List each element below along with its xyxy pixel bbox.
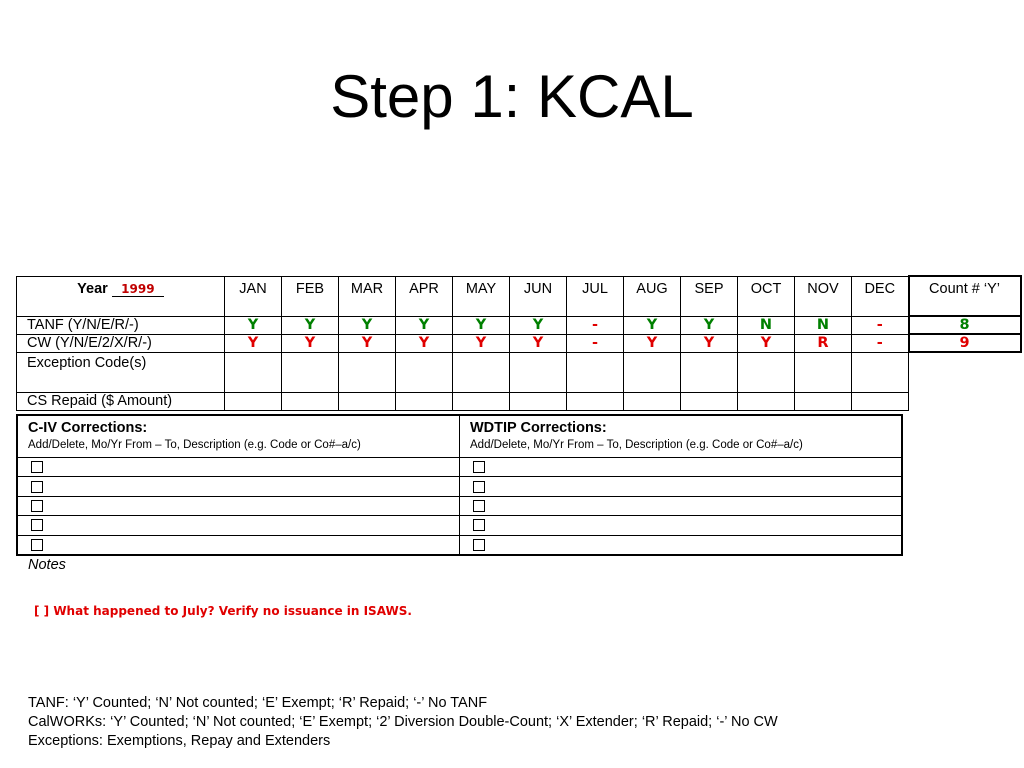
month-cell[interactable] <box>396 352 453 392</box>
month-header: AUG <box>624 276 681 316</box>
month-cell[interactable] <box>624 352 681 392</box>
month-header: APR <box>396 276 453 316</box>
checkbox[interactable] <box>31 481 43 493</box>
correction-row <box>460 458 901 477</box>
month-value[interactable]: - <box>567 316 624 334</box>
exception-row <box>17 352 1021 392</box>
month-value[interactable]: N <box>738 316 795 334</box>
month-value[interactable]: Y <box>510 334 567 352</box>
year-value[interactable]: 1999 <box>112 282 164 297</box>
cw-count[interactable]: 9 <box>909 334 1021 352</box>
month-cell[interactable] <box>510 392 567 410</box>
month-value[interactable]: - <box>852 316 909 334</box>
month-value[interactable]: Y <box>396 334 453 352</box>
legend <box>28 694 778 751</box>
month-cell[interactable] <box>225 352 282 392</box>
tanf-row <box>17 316 1021 334</box>
month-header: MAY <box>453 276 510 316</box>
month-cell[interactable] <box>738 392 795 410</box>
month-value[interactable]: Y <box>396 316 453 334</box>
month-cell[interactable] <box>852 392 909 410</box>
row-label: Exception Code(s) <box>17 352 225 392</box>
legend-calworks: CalWORKs: ‘Y’ Counted; ‘N’ Not counted; ‘E’ Exempt; ‘2’ Diversion Double-Count; ‘X’ Extender; ‘R’ Repaid; ‘-’ No CW <box>28 714 778 730</box>
month-header: FEB <box>282 276 339 316</box>
month-value[interactable]: Y <box>339 316 396 334</box>
month-header: MAR <box>339 276 396 316</box>
page-title: Step 1: KCAL <box>330 63 694 130</box>
count-header: Count # ‘Y’ <box>909 276 1021 316</box>
row-label: TANF (Y/N/E/R/-) <box>17 316 225 334</box>
month-header: OCT <box>738 276 795 316</box>
correction-row <box>18 497 459 516</box>
correction-row <box>18 536 459 554</box>
month-value[interactable]: Y <box>510 316 567 334</box>
checkbox[interactable] <box>31 461 43 473</box>
month-value[interactable]: Y <box>681 334 738 352</box>
month-header: NOV <box>795 276 852 316</box>
month-cell[interactable] <box>852 352 909 392</box>
correction-row <box>460 516 901 535</box>
month-cell[interactable] <box>282 392 339 410</box>
month-cell[interactable] <box>282 352 339 392</box>
correction-row <box>460 536 901 554</box>
year-label: Year <box>77 280 108 297</box>
month-cell[interactable] <box>567 352 624 392</box>
month-cell[interactable] <box>339 392 396 410</box>
cs-repaid-row <box>17 392 1021 410</box>
month-cell[interactable] <box>567 392 624 410</box>
month-value[interactable]: Y <box>225 316 282 334</box>
checkbox[interactable] <box>31 539 43 551</box>
month-cell[interactable] <box>225 392 282 410</box>
checkbox[interactable] <box>31 519 43 531</box>
correction-row <box>460 477 901 496</box>
month-cell[interactable] <box>339 352 396 392</box>
month-value[interactable]: N <box>795 316 852 334</box>
month-value[interactable]: - <box>852 334 909 352</box>
empty-cell <box>909 352 1021 392</box>
checkbox[interactable] <box>473 519 485 531</box>
month-value[interactable]: Y <box>282 334 339 352</box>
month-value[interactable]: Y <box>453 334 510 352</box>
correction-row <box>460 497 901 516</box>
month-cell[interactable] <box>738 352 795 392</box>
correction-row <box>18 458 459 477</box>
month-cell[interactable] <box>795 352 852 392</box>
checkbox[interactable] <box>473 539 485 551</box>
legend-exceptions: Exceptions: Exemptions, Repay and Extenders <box>28 733 331 749</box>
month-cell[interactable] <box>453 352 510 392</box>
table-header-row <box>17 276 1021 316</box>
checkbox[interactable] <box>473 500 485 512</box>
row-label: CW (Y/N/E/2/X/R/-) <box>17 334 225 352</box>
month-cell[interactable] <box>681 352 738 392</box>
checkbox[interactable] <box>473 461 485 473</box>
month-value[interactable]: - <box>567 334 624 352</box>
correction-row <box>18 477 459 496</box>
legend-tanf: TANF: ‘Y’ Counted; ‘N’ Not counted; ‘E’ Exempt; ‘R’ Repaid; ‘-’ No TANF <box>28 695 488 711</box>
month-header: JUN <box>510 276 567 316</box>
month-cell[interactable] <box>681 392 738 410</box>
month-cell[interactable] <box>795 392 852 410</box>
notes-text: [ ] What happened to July? Verify no issuance in ISAWS. <box>34 604 412 618</box>
month-header: SEP <box>681 276 738 316</box>
cw-row <box>17 334 1021 352</box>
row-label: CS Repaid ($ Amount) <box>17 392 225 410</box>
month-value[interactable]: Y <box>738 334 795 352</box>
month-cell[interactable] <box>624 392 681 410</box>
month-header: JUL <box>567 276 624 316</box>
civ-header <box>18 416 459 458</box>
tanf-count[interactable]: 8 <box>909 316 1021 334</box>
corrections-box <box>16 414 903 556</box>
month-value[interactable]: Y <box>681 316 738 334</box>
civ-title: C-IV Corrections: <box>28 420 148 436</box>
kcal-table <box>16 275 1022 411</box>
month-header: JAN <box>225 276 282 316</box>
empty-cell <box>909 392 1021 410</box>
month-value[interactable]: R <box>795 334 852 352</box>
month-cell[interactable] <box>510 352 567 392</box>
notes-label: Notes <box>28 557 66 573</box>
month-value[interactable]: Y <box>453 316 510 334</box>
checkbox[interactable] <box>31 500 43 512</box>
wdtip-subtitle: Add/Delete, Mo/Yr From – To, Description (e.g. Code or Co#–a/c) <box>470 439 803 451</box>
civ-corrections <box>18 416 459 554</box>
month-value[interactable]: Y <box>282 316 339 334</box>
month-header: DEC <box>852 276 909 316</box>
wdtip-title: WDTIP Corrections: <box>470 420 607 436</box>
wdtip-corrections <box>459 416 901 554</box>
civ-subtitle: Add/Delete, Mo/Yr From – To, Description (e.g. Code or Co#–a/c) <box>28 439 361 451</box>
month-value[interactable]: Y <box>624 334 681 352</box>
month-value[interactable]: Y <box>624 316 681 334</box>
month-value[interactable]: Y <box>225 334 282 352</box>
year-cell <box>17 276 225 316</box>
month-value[interactable]: Y <box>339 334 396 352</box>
correction-row <box>18 516 459 535</box>
checkbox[interactable] <box>473 481 485 493</box>
month-cell[interactable] <box>396 392 453 410</box>
month-cell[interactable] <box>453 392 510 410</box>
wdtip-header <box>460 416 901 458</box>
